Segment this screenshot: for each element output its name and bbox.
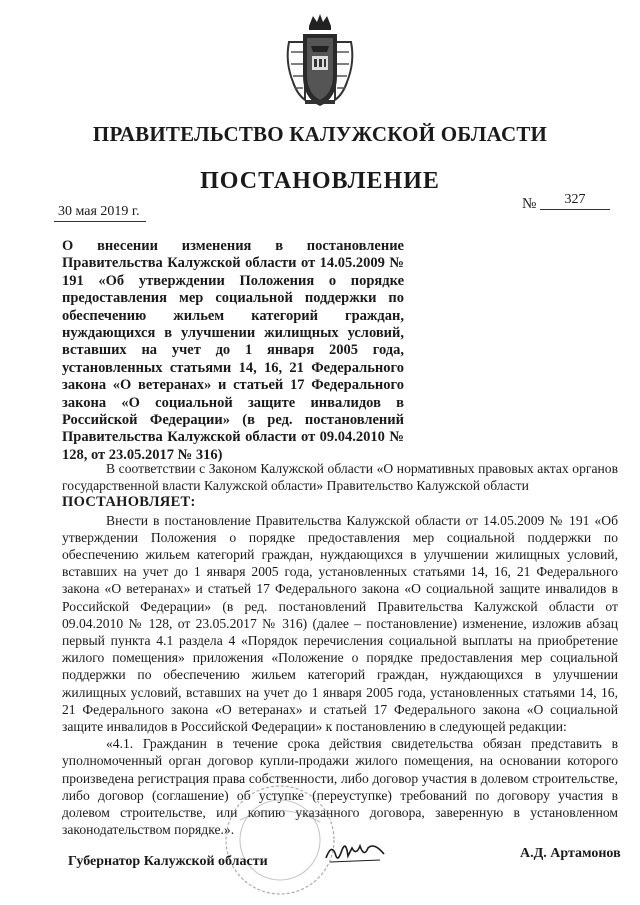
document-subject: О внесении изменения в постановление Правительства Калужской области от 14.05.2009 № 191 «Об утверждении Положения о порядке предоставления мер социальной поддержки по обеспечению жильем категорий граждан, нуждающихся в улучшении жилищных условий, вставших на учет до 1 января 2005 года, установленных статьями 14, 16, 21 Федерального закона «О ветеранах» и статьей 17 Федерального закона «О социальной защите инвалидов в Российской Федерации» (в ред. постановлений Правительства Калужской области от 09.04.2010 № 128, от 23.05.2017 № 316) <box>62 238 404 463</box>
organization-title: ПРАВИТЕЛЬСТВО КАЛУЖСКОЙ ОБЛАСТИ <box>92 122 548 146</box>
preamble-paragraph: В соответствии с Законом Калужской области «О нормативных правовых актах органов государственной власти Калужской области» Правительство Калужской области <box>62 461 618 494</box>
number-sign: № <box>522 196 537 212</box>
coat-of-arms-icon <box>283 12 357 110</box>
resolves-heading: ПОСТАНОВЛЯЕТ: <box>62 494 196 511</box>
document-number: 327 <box>540 192 610 210</box>
signatory-position: Губернатор Калужской области <box>68 854 268 869</box>
main-paragraph: Внести в постановление Правительства Калужской области от 14.05.2009 № 191 «Об утверждении Положения о порядке предоставления мер социальной поддержки по обеспечению жильем категорий граждан, нуждающихся в улучшении жилищных условий, вставших на учет до 1 января 2005 года, установленных статьями 14, 16, 21 Федерального закона «О ветеранах» и статьей 17 Федерального закона «О социальной защите инвалидов в Российской Федерации» (в ред. постановлений Правительства Калужской области от 09.04.2010 № 128, от 23.05.2017 № 316) (далее – постановление) изменение, изложив абзац первый пункта 4.1 раздела 4 «Порядок перечисления социальной выплаты на приобретение жилого помещения» приложения «Положение о порядке предоставления мер социальной поддержки по обеспечению жильем категорий граждан, нуждающихся в улучшении жилищных условий, вставших на учет до 1 января 2005 года, установленных статьями 14, 16, 21 Федерального закона «О ветеранах» и статьей 17 Федерального закона «О социальной защите инвалидов в Российской Федерации» к постановлению в следующей редакции: <box>62 512 618 735</box>
document-type-title: ПОСТАНОВЛЕНИЕ <box>200 168 440 194</box>
official-seal-stamp <box>170 770 350 900</box>
document-date: 30 мая 2019 г. <box>54 204 146 222</box>
handwritten-signature <box>322 836 388 866</box>
signatory-name: А.Д. Артамонов <box>520 846 621 861</box>
quoted-amendment: «4.1. Гражданин в течение срока действия свидетельства обязан представить в уполномоченный орган договор купли-продажи жилого помещения, на основании которого произведена регистрация права собственности, либо договор участия в долевом строительстве, либо договор (соглашение) об уступке (переуступке) требований по договору участия в долевом строительстве, или копию указанного договора, заверенную в установленном законодательством порядке.». <box>62 736 618 838</box>
